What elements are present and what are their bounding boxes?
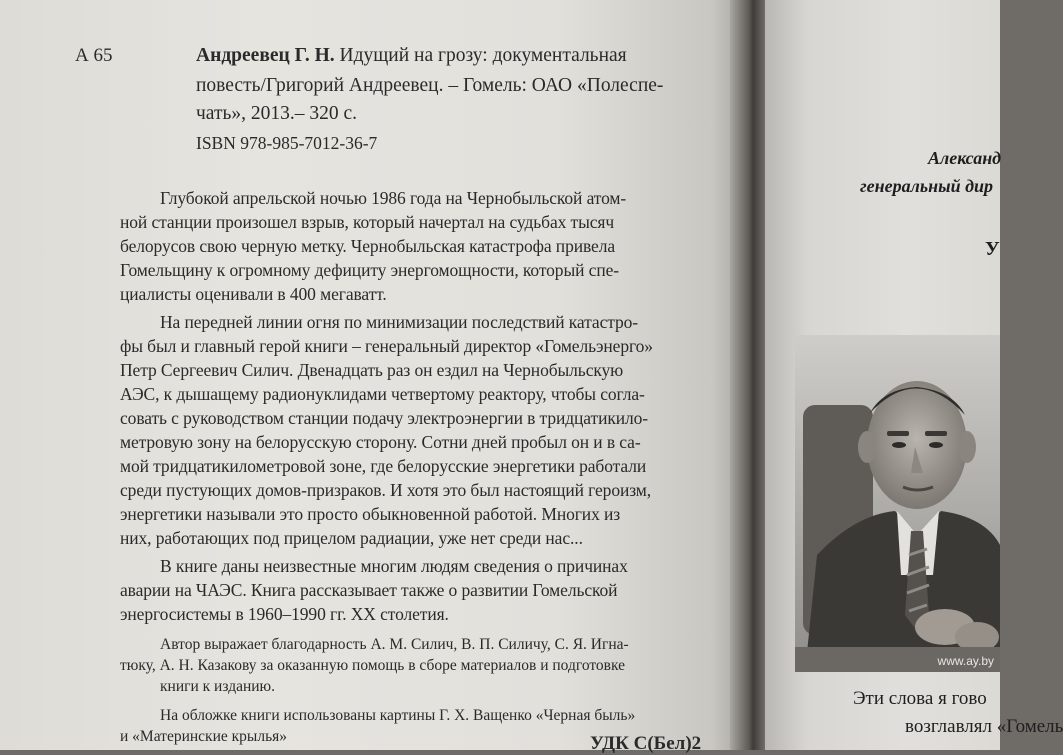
portrait-illustration (795, 335, 1000, 672)
acknowledgement-line: Автор выражает благодарность А. М. Силич, В. П. Силичу, С. Я. Игна- (160, 636, 629, 653)
abstract-line: циалисты оценивали в 400 мегаватт. (120, 284, 387, 304)
right-body-line-1: Эти слова я гово (853, 688, 987, 709)
catalog-code: А 65 (75, 45, 113, 66)
bibliographic-header-line-1 (196, 45, 627, 67)
header-title: Идущий на грозу: документальная (334, 45, 627, 66)
abstract-line: Глубокой апрельской ночью 1986 года на Чернобыльской атом- (160, 188, 627, 208)
cover-note-line: и «Материнские крылья» (120, 728, 288, 745)
abstract-line: среди пустующих домов-призраков. И хотя это был настоящий героизм, (120, 480, 652, 500)
abstract-line: энергосистемы в 1960–1990 гг. ХХ столетия. (120, 604, 449, 624)
abstract-line: В книге даны неизвестные многим людям сведения о причинах (160, 556, 628, 576)
abstract-line: метровую зону на белорусскую сторону. Сотни дней пробыл он и в са- (120, 432, 641, 452)
acknowledgement-line: тюку, А. Н. Казакову за оказанную помощь в сборе материалов и подготовке (120, 657, 626, 674)
isbn: ISBN 978-985-7012-36-7 (196, 133, 378, 153)
right-body-line-2: возглавлял «Гомель (905, 716, 1063, 737)
udk-code: УДК С(Бел)2 (590, 733, 702, 754)
right-heading-fragment: У (985, 238, 1000, 260)
right-italic-line-1: Александ (928, 148, 1002, 168)
abstract-line: АЭС, к дышащему радионуклидами четвертому реактору, чтобы согла- (120, 384, 645, 404)
bibliographic-header-line-3: чать», 2013.– 320 с. (196, 103, 358, 124)
cover-note-line: На обложке книги использованы картины Г. Х. Ващенко «Черная быль» (160, 707, 636, 724)
abstract-line: Гомельщину к огромному дефициту энергомощности, который спе- (120, 260, 619, 280)
abstract-line: аварии на ЧАЭС. Книга рассказывает также о развитии Гомельской (120, 580, 618, 600)
portrait-photo (795, 335, 1000, 672)
abstract-line: Петр Сергеевич Силич. Двенадцать раз он ездил на Чернобыльскую (120, 360, 624, 380)
watermark: www.ay.by (937, 654, 994, 668)
abstract-line: мой тридцатикилометровой зоне, где белорусские энергетики работали (120, 456, 647, 476)
acknowledgement-line: книги к изданию. (160, 678, 276, 695)
right-italic-line-2: генеральный дир (860, 176, 994, 196)
abstract-line: энергетики называли это просто обыкновенной работой. Многих из (120, 504, 621, 524)
header-author: Андреевец Г. Н. (196, 45, 335, 66)
abstract-line: фы был и главный герой книги – генеральный директор «Гомельэнерго» (120, 336, 653, 356)
abstract-line: них, работающих под прицелом радиации, уже нет среди нас... (120, 528, 583, 548)
bibliographic-header-line-2: повесть/Григорий Андреевец. – Гомель: ОАО «Полеспе- (196, 75, 664, 96)
abstract-line: совать с руководством станции подачу электроэнергии в тридцатикило- (120, 408, 649, 428)
abstract-line: ной станции произошел взрыв, который начертал на судьбах тысяч (120, 212, 615, 232)
abstract-line: На передней линии огня по минимизации последствий катастро- (160, 312, 639, 332)
abstract-line: белорусов свою черную метку. Чернобыльская катастрофа привела (120, 236, 616, 256)
